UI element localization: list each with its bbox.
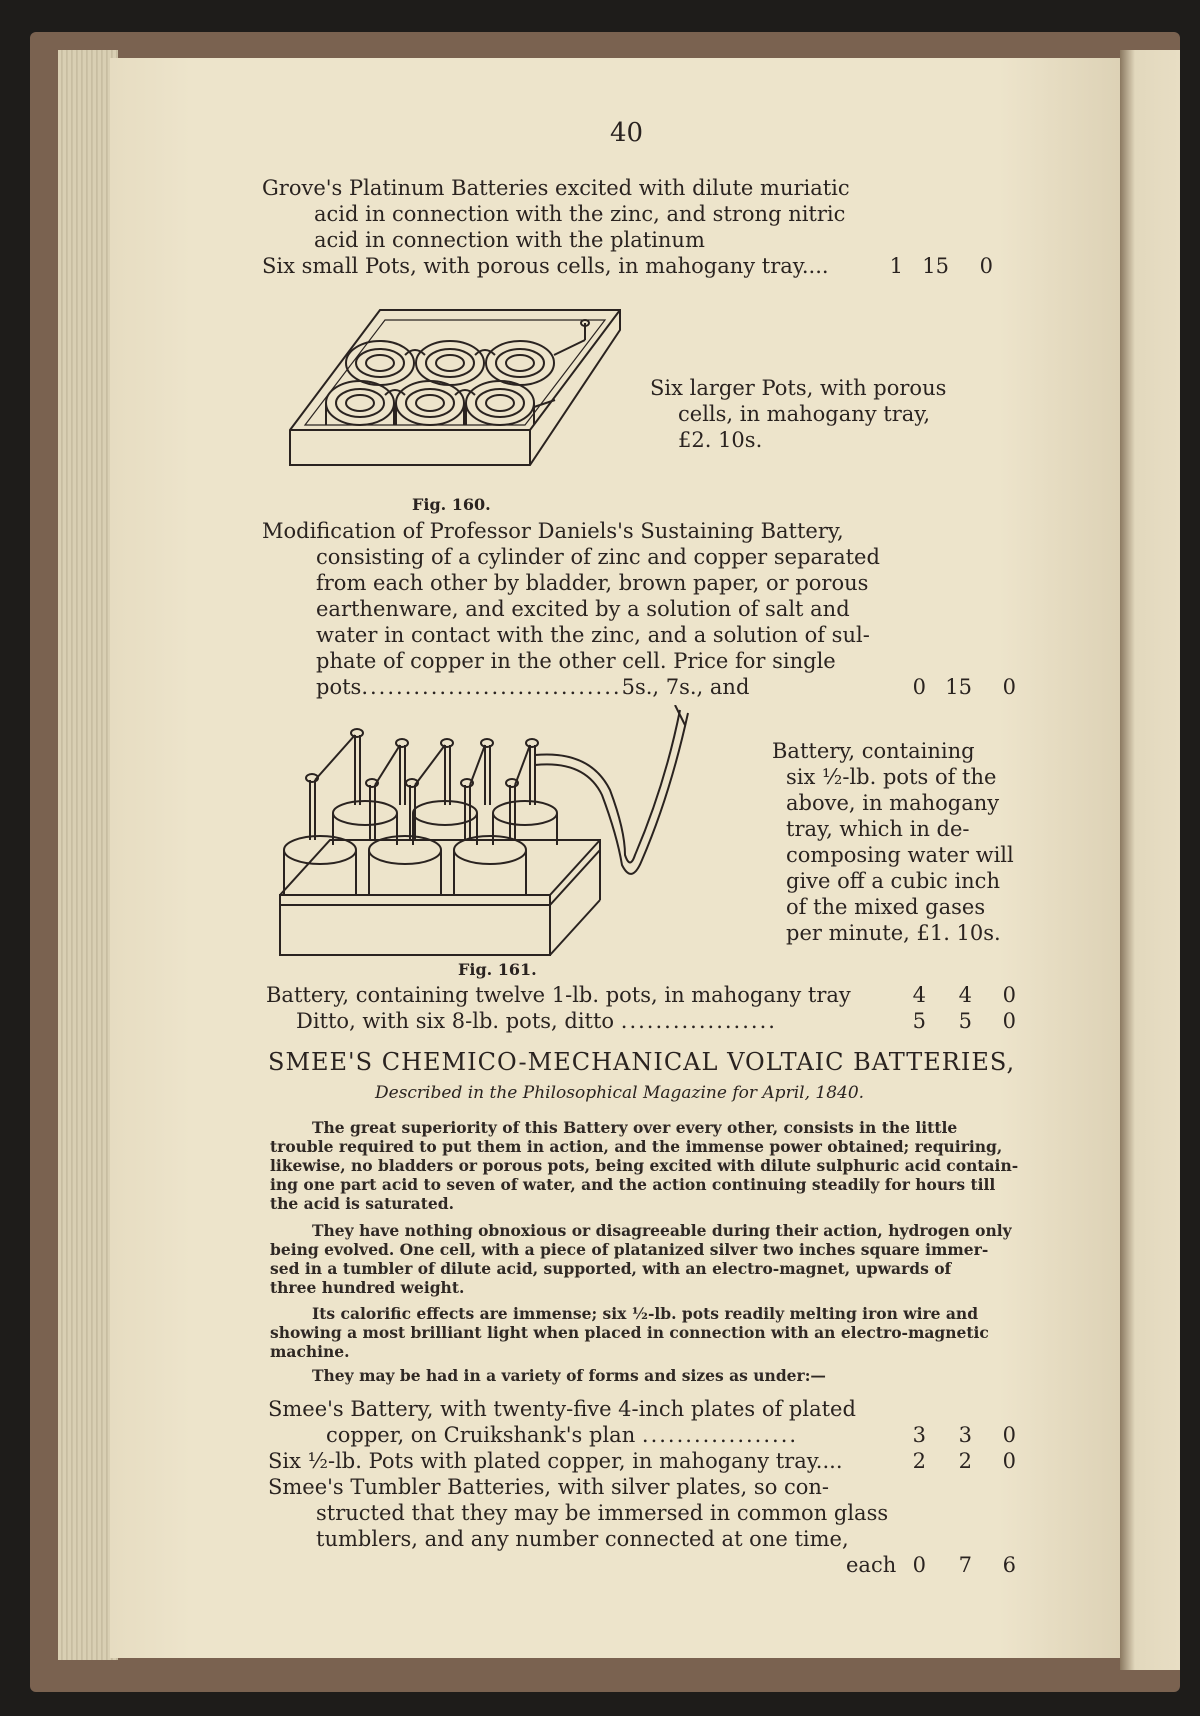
item-3-price <box>898 1552 1016 1578</box>
grove-line-1: Grove's Platinum Batteries excited with dilute muriatic <box>262 176 850 200</box>
ditto-line <box>296 1008 777 1034</box>
smee-p1-line-3: likewise, no bladders or porous pots, being excited with dilute sulphuric acid contain- <box>270 1156 1019 1175</box>
smee-heading: SMEE'S CHEMICO-MECHANICAL VOLTAIC BATTERIES, <box>268 1048 1016 1076</box>
battery-twelve-price <box>898 982 1016 1008</box>
grove-price <box>875 253 993 279</box>
fig-161-text-3: above, in mahogany <box>786 791 1000 815</box>
price-shillings: 15 <box>945 675 972 699</box>
smee-p3-line-1: Its calorific effects are immense; six ½-lb. pots readily melting iron wire and <box>312 1304 979 1323</box>
price-pounds: 0 <box>912 1553 926 1577</box>
price-shillings: 15 <box>922 254 949 278</box>
item-3-line-3: tumblers, and any number connected at one time, <box>316 1527 849 1551</box>
item-1-line-2 <box>326 1422 798 1448</box>
grove-item: Six small Pots, with porous cells, in mahogany tray.... <box>262 254 829 278</box>
price-shillings: 5 <box>958 1009 972 1033</box>
price-pounds: 4 <box>912 983 926 1007</box>
daniels-price-label: 5s., 7s., and <box>621 675 750 699</box>
item-1-price <box>898 1422 1016 1448</box>
fig-161-caption: Fig. 161. <box>458 960 537 979</box>
daniels-line-3: from each other by bladder, brown paper, or porous <box>316 571 869 595</box>
smee-p3-line-2: showing a most brilliant light when placed in connection with an electro-magnetic <box>270 1323 989 1342</box>
smee-p4: They may be had in a variety of forms and sizes as under:— <box>312 1366 826 1385</box>
fig-161-text-1: Battery, containing <box>772 739 975 763</box>
item-1-label: copper, on Cruikshank's plan <box>326 1423 636 1447</box>
item-2-line: Six ½-lb. Pots with plated copper, in mahogany tray.... <box>268 1449 843 1473</box>
item-1-line-1: Smee's Battery, with twenty-five 4-inch plates of plated <box>268 1397 856 1421</box>
item-2-price <box>898 1448 1016 1474</box>
fig-161-text-2: six ½-lb. pots of the <box>786 765 997 789</box>
price-pounds: 0 <box>912 675 926 699</box>
price-shillings: 7 <box>958 1553 972 1577</box>
price-pence: 6 <box>1002 1553 1016 1577</box>
smee-p2-line-3: sed in a tumbler of dilute acid, supported, with an electro-magnet, upwards of <box>270 1259 952 1278</box>
smee-p2-line-2: being evolved. One cell, with a piece of platanized silver two inches square immer- <box>270 1240 989 1259</box>
smee-p1-line-1: The great superiority of this Battery over every other, consists in the little <box>312 1118 958 1137</box>
item-3-line-1: Smee's Tumbler Batteries, with silver plates, so con- <box>268 1475 830 1499</box>
daniels-line-6: phate of copper in the other cell. Price for single <box>316 649 836 673</box>
item-3-each: each <box>846 1553 897 1577</box>
dot-leader: .................. <box>620 1009 777 1033</box>
battery-twelve-label: Battery, containing twelve 1-lb. pots, in mahogany tray <box>266 983 851 1007</box>
ditto-price <box>898 1008 1016 1034</box>
daniels-price <box>898 674 1016 700</box>
price-shillings: 2 <box>958 1449 972 1473</box>
fig-160-caption: Fig. 160. <box>412 495 491 514</box>
price-pence: 0 <box>1002 1423 1016 1447</box>
smee-p2-line-4: three hundred weight. <box>270 1278 465 1297</box>
price-pounds: 1 <box>889 254 903 278</box>
page-number: 40 <box>610 118 644 148</box>
fig-160-illustration <box>280 295 660 485</box>
daniels-line-4: earthenware, and excited by a solution of salt and <box>316 597 850 621</box>
fig-160-text-2: cells, in mahogany tray, <box>678 402 931 426</box>
price-pence: 0 <box>1002 983 1016 1007</box>
smee-p2-line-1: They have nothing obnoxious or disagreeable during their action, hydrogen only <box>312 1221 1012 1240</box>
fig-161-text-8: per minute, £1. 10s. <box>786 921 1001 945</box>
price-pounds: 5 <box>912 1009 926 1033</box>
price-pounds: 2 <box>912 1449 926 1473</box>
price-shillings: 4 <box>958 983 972 1007</box>
daniels-line-5: water in contact with the zinc, and a solution of sul- <box>316 623 870 647</box>
fig-161-text-6: give off a cubic inch <box>786 869 1000 893</box>
daniels-line-7 <box>316 674 749 700</box>
fig-161-text-5: composing water will <box>786 843 1014 867</box>
smee-p1-line-5: the acid is saturated. <box>270 1194 454 1213</box>
grove-line-3: acid in connection with the platinum <box>314 228 705 252</box>
price-pence: 0 <box>979 254 993 278</box>
fig-160-text-3: £2. 10s. <box>678 428 763 452</box>
price-pence: 0 <box>1002 1449 1016 1473</box>
fig-161-illustration <box>270 705 750 965</box>
daniels-pots-label: pots <box>316 675 362 699</box>
grove-line-2: acid in connection with the zinc, and strong nitric <box>314 202 846 226</box>
fig-161-text-7: of the mixed gases <box>786 895 986 919</box>
smee-p1-line-4: ing one part acid to seven of water, and the action continuing steadily for hours till <box>270 1175 996 1194</box>
smee-p3-line-3: machine. <box>270 1342 350 1361</box>
daniels-line-1: Modification of Professor Daniels's Sustaining Battery, <box>262 519 844 543</box>
price-shillings: 3 <box>958 1423 972 1447</box>
price-pence: 0 <box>1002 675 1016 699</box>
price-pence: 0 <box>1002 1009 1016 1033</box>
ditto-label: Ditto, with six 8-lb. pots, ditto <box>296 1009 615 1033</box>
dot-leader: .................. <box>641 1423 799 1447</box>
item-3-line-2: structed that they may be immersed in common glass <box>316 1501 889 1525</box>
price-pounds: 3 <box>912 1423 926 1447</box>
fig-160-text-1: Six larger Pots, with porous <box>650 376 947 400</box>
fig-161-text-4: tray, which in de- <box>786 817 970 841</box>
smee-p1-line-2: trouble required to put them in action, and the immense power obtained; requiring, <box>270 1137 1003 1156</box>
smee-subheading: Described in the Philosophical Magazine for April, 1840. <box>375 1083 865 1103</box>
daniels-line-2: consisting of a cylinder of zinc and copper separated <box>316 545 880 569</box>
dot-leader: .............................. <box>361 675 622 699</box>
